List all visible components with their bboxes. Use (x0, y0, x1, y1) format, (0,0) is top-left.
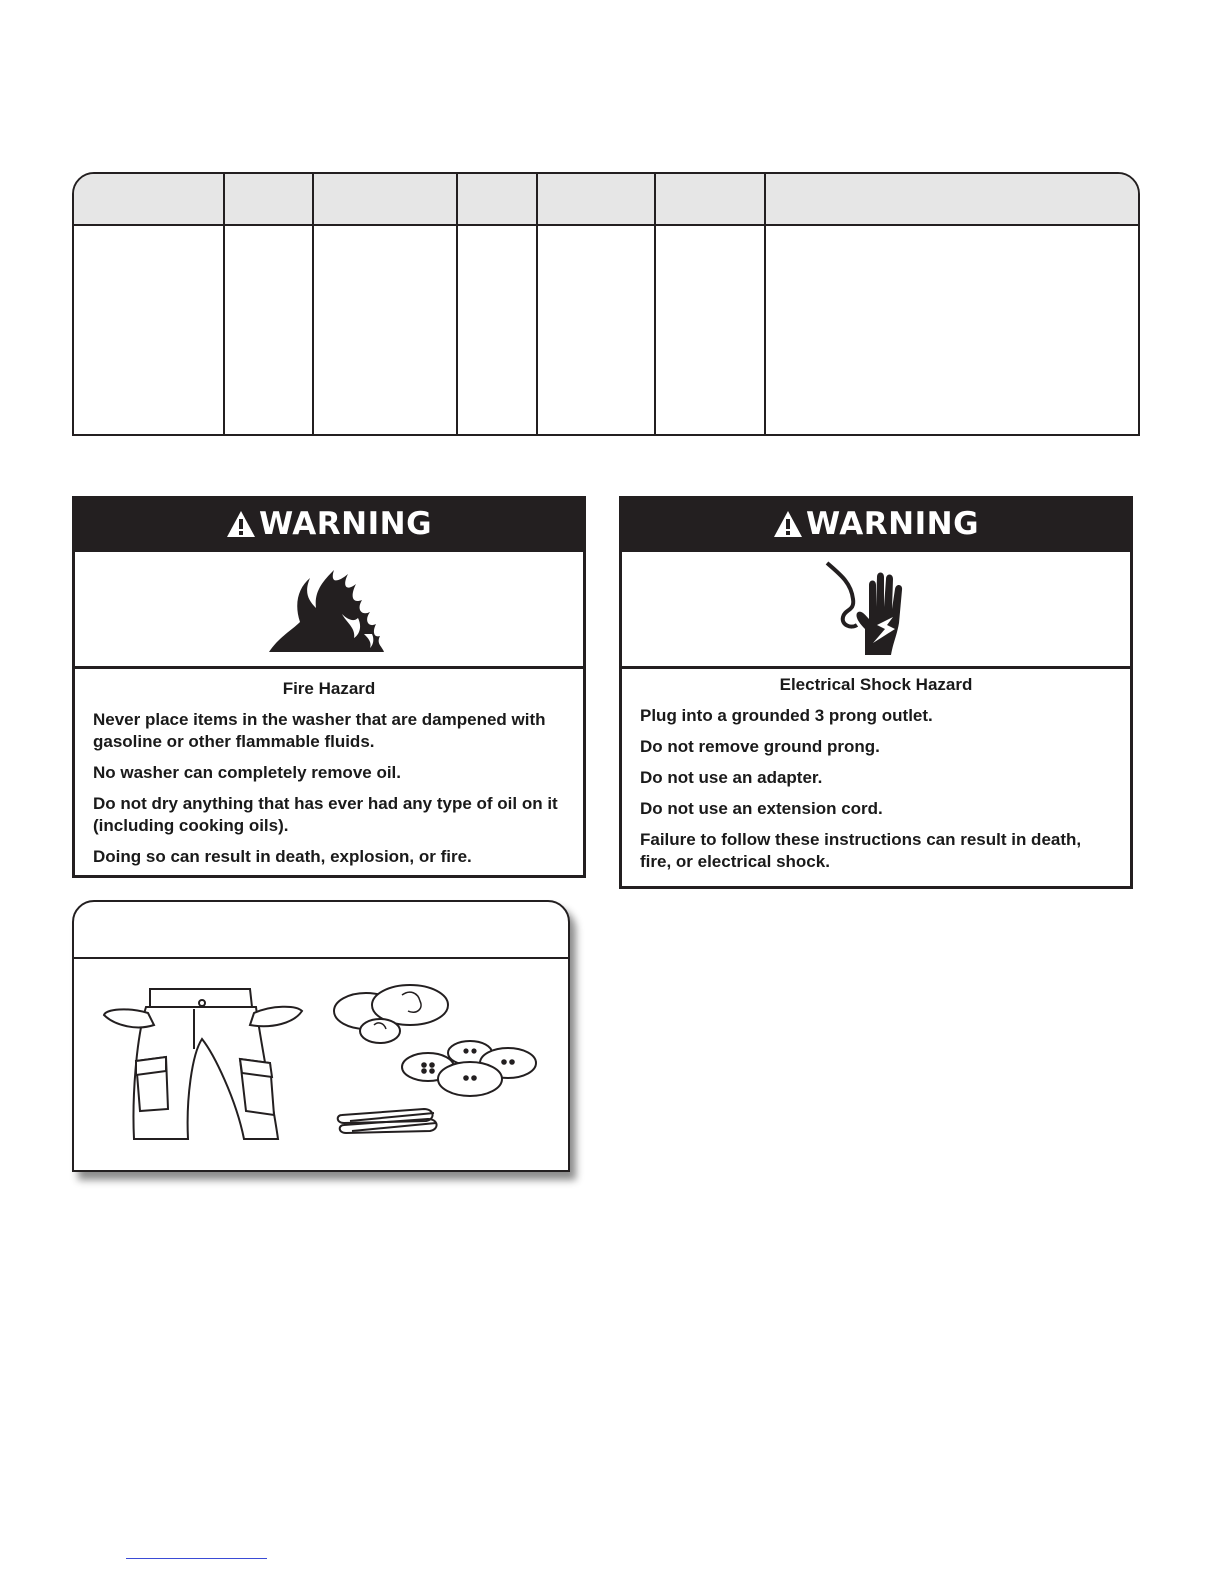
warning-line: No washer can completely remove oil. (93, 763, 402, 782)
table-column-divider (654, 174, 656, 434)
warning-banner-text: WARNING (258, 506, 433, 542)
warning-banner-text: WARNING (805, 506, 980, 542)
fire-warning-box (72, 496, 586, 878)
fire-pictogram (75, 549, 583, 669)
warning-banner (75, 499, 583, 549)
fire-icon (264, 564, 394, 654)
pockets-illustration (74, 959, 568, 1170)
fire-hazard-title: Fire Hazard (282, 679, 376, 698)
electric-shock-hand-icon (821, 559, 931, 659)
buttons-icon (402, 1041, 536, 1096)
warning-triangle-icon (226, 510, 256, 538)
cycle-table (72, 172, 1140, 436)
warning-banner (622, 499, 1130, 549)
shock-pictogram (622, 549, 1130, 669)
shock-hazard-title: Electrical Shock Hazard (779, 675, 973, 694)
warning-line: Do not remove ground prong. (640, 737, 880, 756)
warning-line: Failure to follow these instructions can result in death, fire, or electrical shock. (640, 830, 1082, 871)
empty-pockets-panel (72, 900, 570, 1172)
table-column-divider (312, 174, 314, 434)
warning-triangle-icon (773, 510, 803, 538)
cycle-table-header (74, 174, 1138, 226)
pants-pockets-icon (104, 989, 302, 1139)
safety-pins-icon (338, 1109, 437, 1133)
table-column-divider (536, 174, 538, 434)
warning-line: Never place items in the washer that are dampened with gasoline or other flammable fluids. (93, 710, 546, 751)
coins-icon (334, 985, 448, 1043)
table-column-divider (456, 174, 458, 434)
warning-line: Do not dry anything that has ever had any type of oil on it (including cooking oils). (93, 794, 558, 835)
warning-line: Do not use an adapter. (640, 768, 823, 787)
table-column-divider (764, 174, 766, 434)
footer-link-underline (126, 1558, 267, 1559)
table-column-divider (223, 174, 225, 434)
warning-line: Plug into a grounded 3 prong outlet. (640, 706, 933, 725)
warning-line: Doing so can result in death, explosion, or fire. (93, 847, 472, 866)
warning-line: Do not use an extension cord. (640, 799, 883, 818)
pockets-panel-header (74, 902, 568, 959)
shock-warning-box (619, 496, 1133, 889)
